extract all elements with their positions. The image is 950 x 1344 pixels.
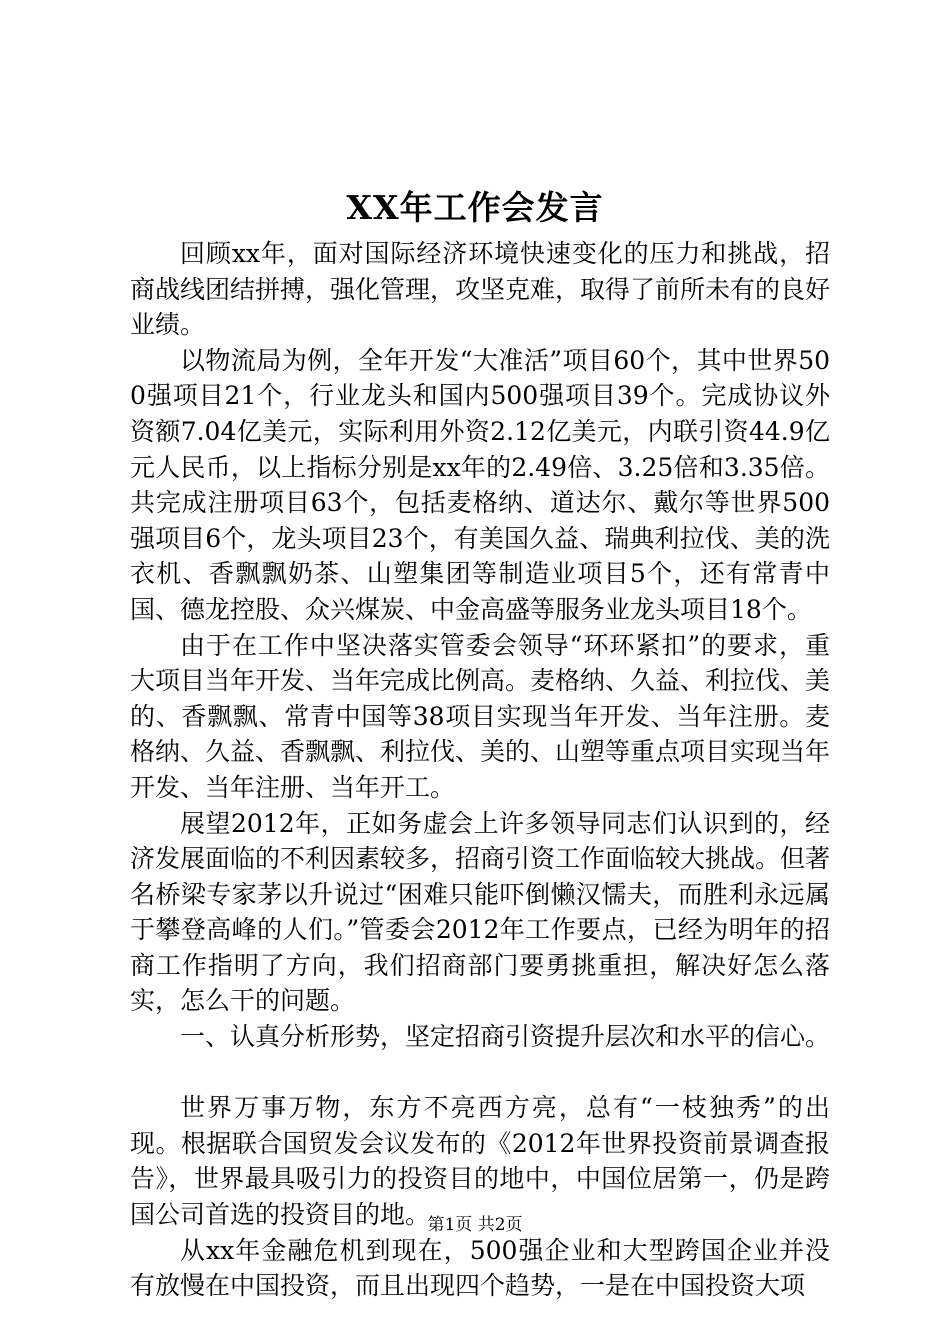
document-body	[130, 236, 830, 1304]
paragraph-trends: 从xx年金融危机到现在，500强企业和大型跨国企业并没有放慢在中国投资，而且出现四个趋势，一是在中国投资大项	[130, 1235, 830, 1301]
paragraph-logistics: 以物流局为例，全年开发“大准活”项目60个，其中世界500强项目21个，行业龙头和国内500强项目39个。完成协议外资额7.04亿美元，实际利用外资2.12亿美元，内联引资44.9亿元人民币，以上指标分别是xx年的2.49倍、3.25倍和3.35倍。共完成注册项目63个，包括麦格纳、道达尔、戴尔等世界500强项目6个，龙头项目23个，有美国久益、瑞典利拉伐、美的洗衣机、香飘飘奶茶、山塑集团等制造业项目5个，还有常青中国、德龙控股、众兴煤炭、中金高盛等服务业龙头项目18个。	[130, 345, 830, 624]
paragraph-review: 回顾xx年，面对国际经济环境快速变化的压力和挑战，招商战线团结拼搏，强化管理，攻坚克难，取得了前所未有的良好业绩。	[130, 239, 831, 340]
paragraph-implementation: 由于在工作中坚决落实管委会领导“环环紧扣”的要求，重大项目当年开发、当年完成比例高。麦格纳、久益、利拉伐、美的、香飘飘、常青中国等38项目实现当年开发、当年注册。麦格纳、久益、香飘飘、利拉伐、美的、山塑等重点项目实现当年开发、当年注册、当年开工。	[130, 630, 831, 802]
paragraph-outlook: 展望2012年，正如务虚会上许多领导同志们认识到的，经济发展面临的不利因素较多，招商引资工作面临较大挑战。但著名桥梁专家茅以升说过“困难只能吓倒懒汉懦夫，而胜利永远属于攀登高峰的人们。”管委会2012年工作要点，已经为明年的招商工作指明了方向，我们招商部门要勇挑重担，解决好怎么落实，怎么干的问题。	[130, 808, 831, 1016]
document-title: XX年工作会发言	[346, 188, 604, 227]
page-footer: 第1页 共2页	[427, 1215, 523, 1235]
paragraph-world: 世界万事万物，东方不亮西方亮，总有“一枝独秀”的出现。根据联合国贸发会议发布的《2012年世界投资前景调查报告》，世界最具吸引力的投资目的地中，中国位居第一，仍是跨国公司首选的投资目的地。	[130, 1093, 830, 1230]
section-heading-1: 一、认真分析形势，坚定招商引资提升层次和水平的信心。	[180, 1022, 831, 1052]
